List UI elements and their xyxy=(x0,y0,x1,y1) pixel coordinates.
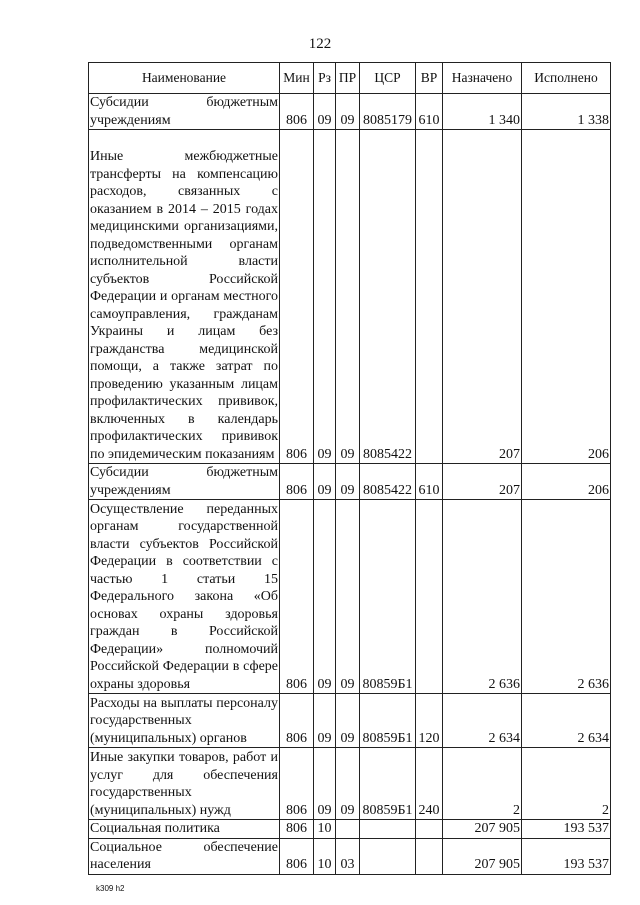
row-executed: 1 338 xyxy=(522,94,611,130)
table-row xyxy=(89,820,611,839)
row-vr: 610 xyxy=(416,94,443,130)
row-name: Социальная политика xyxy=(89,820,280,839)
row-pr: 09 xyxy=(336,500,360,694)
header-min: Мин xyxy=(280,63,314,94)
row-min: 806 xyxy=(280,94,314,130)
row-executed: 193 537 xyxy=(522,838,611,874)
row-csr: 80859Б1 xyxy=(360,748,416,820)
row-name: Расходы на выплаты персоналу государственных (муниципальных) органов xyxy=(90,695,278,746)
row-pr: 03 xyxy=(336,838,360,874)
row-assigned: 207 905 xyxy=(443,820,522,839)
row-rz: 09 xyxy=(314,130,336,464)
row-rz: 10 xyxy=(314,820,336,839)
row-pr xyxy=(336,820,360,839)
row-assigned: 1 340 xyxy=(443,94,522,130)
row-name: Осуществление переданных органам государственной власти субъектов Российской Федерации в соответствии с частью 1 статьи 15 Федерального закона «Об основах охраны здоровья граждан в Российской Федерации» полномочий Российской Федерации в сфере охраны здоровья xyxy=(90,501,278,692)
row-name: Субсидии бюджетным учреждениям xyxy=(90,465,278,498)
page-number: 122 xyxy=(308,36,332,52)
table-row xyxy=(89,838,611,874)
row-pr: 09 xyxy=(336,694,360,748)
table-row xyxy=(89,130,611,464)
row-min: 806 xyxy=(280,748,314,820)
row-rz: 10 xyxy=(314,838,336,874)
row-csr: 80859Б1 xyxy=(360,694,416,748)
row-min: 806 xyxy=(280,464,314,500)
row-pr: 09 xyxy=(336,94,360,130)
row-assigned: 207 xyxy=(443,130,522,464)
row-executed: 206 xyxy=(522,130,611,464)
header-name: Наименование xyxy=(89,63,280,94)
row-assigned: 2 634 xyxy=(443,694,522,748)
footer-code: k309 h2 xyxy=(96,884,125,893)
row-csr: 8085422 xyxy=(360,130,416,464)
header-csr: ЦСР xyxy=(360,63,416,94)
row-vr xyxy=(416,820,443,839)
row-executed: 2 634 xyxy=(522,694,611,748)
row-rz: 09 xyxy=(314,748,336,820)
table-row xyxy=(89,500,611,694)
row-assigned: 2 636 xyxy=(443,500,522,694)
header-rz: Рз xyxy=(314,63,336,94)
row-csr xyxy=(360,838,416,874)
table-row xyxy=(89,94,611,130)
table-header-row xyxy=(89,63,611,94)
table-row xyxy=(89,464,611,500)
row-csr xyxy=(360,820,416,839)
row-assigned: 207 905 xyxy=(443,838,522,874)
row-csr: 8085179 xyxy=(360,94,416,130)
row-name: Субсидии бюджетным учреждениям xyxy=(90,95,278,128)
header-executed: Исполнено xyxy=(522,63,611,94)
row-min: 806 xyxy=(280,500,314,694)
row-vr xyxy=(416,838,443,874)
header-pr: ПР xyxy=(336,63,360,94)
budget-table xyxy=(88,62,611,875)
row-assigned: 2 xyxy=(443,748,522,820)
row-vr xyxy=(416,130,443,464)
row-executed: 2 636 xyxy=(522,500,611,694)
row-vr: 610 xyxy=(416,464,443,500)
row-vr: 240 xyxy=(416,748,443,820)
header-assigned: Назначено xyxy=(443,63,522,94)
row-name: Иные межбюджетные трансферты на компенсацию расходов, связанных с оказанием в 2014 – 2015 годах медицинскими организациями, подведомственными органам исполнительной власти субъектов Российской Федерации и органам местного самоуправления, гражданам Украины и лицам без гражданства медицинской помощи, а также затрат по проведению указанным лицам профилактических прививок, включенных в календарь профилактических прививок по эпидемическим показаниям xyxy=(89,130,280,464)
table-row xyxy=(89,694,611,748)
row-executed: 206 xyxy=(522,464,611,500)
row-rz: 09 xyxy=(314,464,336,500)
row-csr: 8085422 xyxy=(360,464,416,500)
header-vr: ВР xyxy=(416,63,443,94)
row-csr: 80859Б1 xyxy=(360,500,416,694)
row-pr: 09 xyxy=(336,748,360,820)
row-pr: 09 xyxy=(336,130,360,464)
table-row xyxy=(89,748,611,820)
row-min: 806 xyxy=(280,130,314,464)
row-assigned: 207 xyxy=(443,464,522,500)
row-vr: 120 xyxy=(416,694,443,748)
row-rz: 09 xyxy=(314,500,336,694)
row-name: Иные закупки товаров, работ и услуг для обеспечения государственных (муниципальных) нужд xyxy=(89,748,280,820)
row-min: 806 xyxy=(280,820,314,839)
row-pr: 09 xyxy=(336,464,360,500)
row-rz: 09 xyxy=(314,694,336,748)
row-min: 806 xyxy=(280,694,314,748)
row-min: 806 xyxy=(280,838,314,874)
row-name: Социальное обеспечение населения xyxy=(90,839,278,872)
row-vr xyxy=(416,500,443,694)
row-rz: 09 xyxy=(314,94,336,130)
row-executed: 193 537 xyxy=(522,820,611,839)
row-executed: 2 xyxy=(522,748,611,820)
